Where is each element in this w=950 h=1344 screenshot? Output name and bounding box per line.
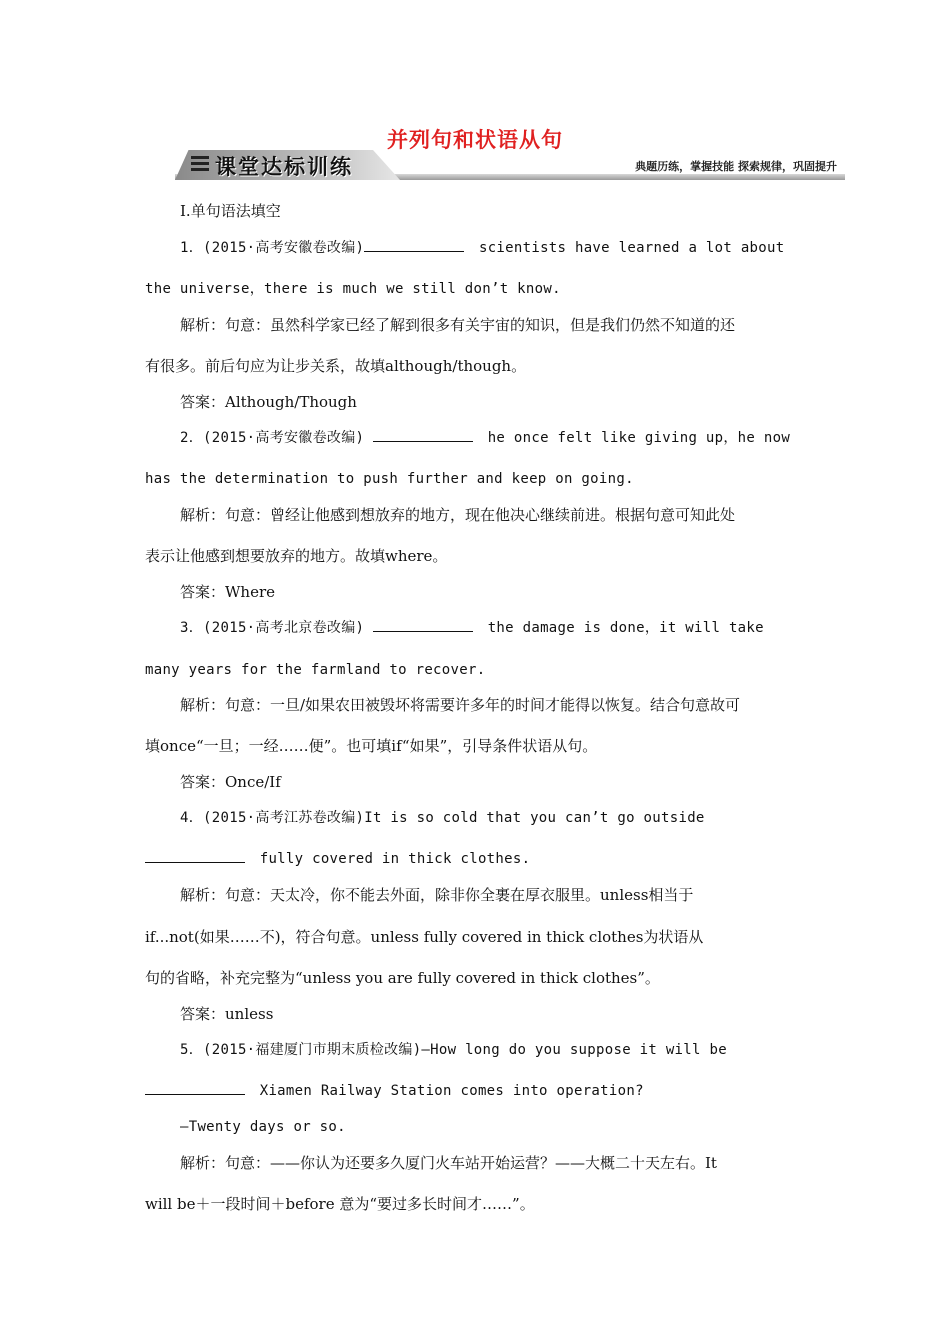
banner-label: 课堂达标训练 (215, 155, 353, 179)
question-2-line-2: has the determination to push further and keep on going. (145, 471, 634, 487)
question-1-suffix: scientists have learned a lot about (470, 240, 785, 256)
analysis-2-line-1: 解析：句意：曾经让他感到想放弃的地方，现在他决心继续前进。根据句意可知此处 (180, 506, 736, 524)
question-4-line-2 (145, 848, 530, 870)
analysis-1-line-2: 有很多。前后句应为让步关系，故填although/though。 (145, 357, 527, 375)
analysis-1-line-1: 解析：句意：虽然科学家已经了解到很多有关宇宙的知识，但是我们仍然不知道的还 (180, 316, 736, 334)
question-2-suffix: he once felt like giving up，he now (478, 430, 791, 446)
section-heading: Ⅰ.单句语法填空 (180, 202, 281, 220)
answer-blank (145, 848, 245, 863)
question-2-line-1 (180, 427, 790, 449)
analysis-5-line-1: 解析：句意：——你认为还要多久厦门火车站开始运营？——大概二十天左右。It (180, 1154, 717, 1172)
answer-blank (145, 1080, 245, 1095)
question-4-line-1: 4．(2015·高考江苏卷改编)It is so cold that you can’t go outside (180, 810, 705, 826)
analysis-4-line-2: if...not(如果……不)，符合句意。unless fully covered in thick clothes为状语从 (145, 928, 704, 946)
analysis-3-line-1: 解析：句意：一旦/如果农田被毁坏将需要许多年的时间才能得以恢复。结合句意故可 (180, 696, 741, 714)
analysis-3-line-2: 填once“一旦；一经……便”。也可填if“如果”，引导条件状语从句。 (145, 737, 598, 755)
question-3-prefix: 3．(2015·高考北京卷改编) (180, 620, 373, 636)
analysis-5-line-2: will be＋一段时间＋before 意为“要过多长时间才……”。 (145, 1195, 535, 1213)
answer-blank (373, 427, 473, 442)
question-1-prefix: 1．(2015·高考安徽卷改编) (180, 240, 365, 256)
analysis-4-line-1: 解析：句意：天太冷，你不能去外面，除非你全裹在厚衣服里。unless相当于 (180, 886, 694, 904)
answer-3: 答案：Once/If (180, 773, 281, 791)
answer-4: 答案：unless (180, 1005, 274, 1023)
question-5-line-3: —Twenty days or so. (180, 1119, 346, 1135)
question-3-line-1 (180, 617, 764, 639)
answer-2: 答案：Where (180, 583, 276, 601)
question-3-line-2: many years for the farmland to recover. (145, 662, 486, 678)
answer-1: 答案：Although/Though (180, 393, 357, 411)
banner-subtitle: 典题历练，掌握技能 探索规律，巩固提升 (635, 160, 837, 173)
question-4-suffix: fully covered in thick clothes. (251, 851, 531, 867)
question-5-line-1: 5．(2015·福建厦门市期末质检改编)—How long do you suppose it will be (180, 1042, 727, 1058)
section-banner (175, 150, 845, 186)
question-3-suffix: the damage is done，it will take (478, 620, 764, 636)
question-5-suffix: Xiamen Railway Station comes into operation? (251, 1083, 644, 1099)
analysis-2-line-2: 表示让他感到想要放弃的地方。故填where。 (145, 547, 448, 565)
question-5-line-2 (145, 1080, 644, 1102)
question-2-prefix: 2．(2015·高考安徽卷改编) (180, 430, 373, 446)
question-1-line-1 (180, 237, 784, 259)
answer-blank (364, 237, 464, 252)
banner-marks-icon (191, 156, 209, 174)
question-1-line-2: the universe，there is much we still don’t know. (145, 281, 561, 297)
answer-blank (373, 617, 473, 632)
page-title: 并列句和状语从句 (387, 128, 563, 152)
analysis-4-line-3: 句的省略，补充完整为“unless you are fully covered in thick clothes”。 (145, 969, 660, 987)
